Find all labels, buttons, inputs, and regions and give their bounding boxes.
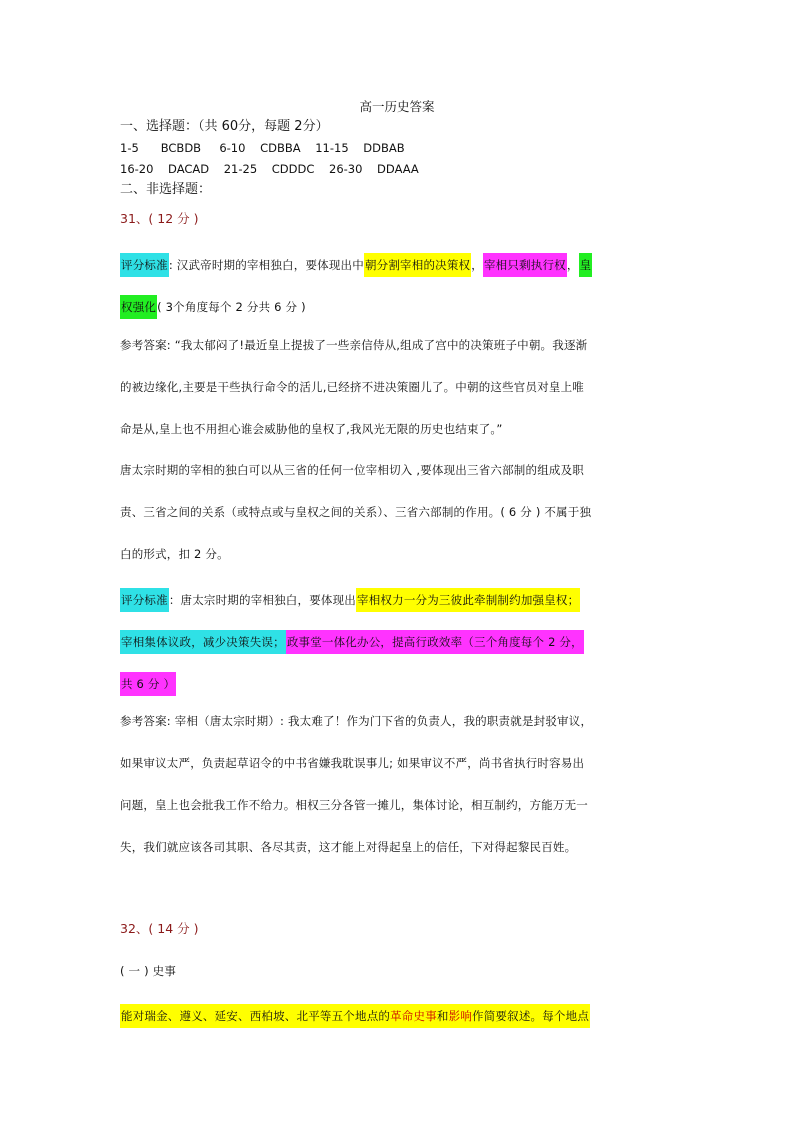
highlight-point-2: 宰相集体议政，减少决策失误； xyxy=(120,630,286,654)
page-title: 高一历史答案 xyxy=(359,99,435,114)
q32-criteria-line xyxy=(120,1004,590,1028)
q31-criteria2-line3 xyxy=(120,672,176,696)
q31-tang-line1: 唐太宗时期的宰相的独白可以从三省的任何一位宰相切入 ,要体现出三省六部制的组成及职 xyxy=(120,463,585,477)
highlight-keyword-events: 革命史事 xyxy=(390,1009,437,1023)
answer-row-1: 1-5 BCBDB 6-10 CDBBA 11-15 DDBAB xyxy=(120,141,405,155)
criteria-score: ( 3个角度每个 2 分共 6 分 ) xyxy=(157,300,306,314)
q32-subheading: ( 一 ) 史事 xyxy=(120,964,177,978)
criteria-label: 评分标准 xyxy=(120,588,169,612)
q32-heading: 32、( 14 分 ) xyxy=(120,921,199,936)
q31-ref2-line3: 问题，皇上也会批我工作不给力。相权三分各管一摊儿，集体讨论，相互制约，方能万无一 xyxy=(120,798,588,812)
answer-row-2: 16-20 DACAD 21-25 CDDDC 26-30 DDAAA xyxy=(120,162,419,176)
highlight-point-3a: 皇 xyxy=(579,253,593,277)
q31-heading: 31、( 12 分 ) xyxy=(120,211,199,226)
highlight-text-e: 作简要叙述。每个地点 xyxy=(472,1009,590,1023)
criteria-label: 评分标准 xyxy=(120,253,169,277)
criteria-text: ：唐太宗时期的宰相独白，要体现出 xyxy=(168,593,357,607)
highlight-point-2: 宰相只剩执行权 xyxy=(483,253,567,277)
q31-ref2-line4: 失，我们就应该各司其职、各尽其责，这才能上对得起皇上的信任，下对得起黎民百姓。 xyxy=(120,840,577,854)
highlight-text-a: 能对瑞金、遵义、延安、西柏坡、北平等五个地点的 xyxy=(121,1009,391,1023)
separator: ， xyxy=(566,258,579,272)
q31-criteria1-line1 xyxy=(120,253,592,277)
q31-tang-line2: 责、三省之间的关系（或特点或与皇权之间的关系）、三省六部制的作用。( 6 分 ) 不属于独 xyxy=(120,505,592,519)
highlight-point-3b: 权强化 xyxy=(120,295,157,319)
highlight-keyword-impact: 影响 xyxy=(448,1009,473,1023)
q31-ref2-line1: 参考答案: 宰相（唐太宗时期）: 我太难了！作为门下省的负责人，我的职责就是封驳审议， xyxy=(120,714,593,728)
q31-tang-line3: 白的形式，扣 2 分。 xyxy=(120,547,229,561)
q31-criteria1-line2 xyxy=(120,295,306,319)
section2-header: 二、非选择题： xyxy=(120,182,212,197)
q31-ref1-line3: 命是从,皇上也不用担心谁会威胁他的皇权了,我风光无限的历史也结束了。” xyxy=(120,422,503,436)
separator: ， xyxy=(471,258,483,272)
section1-header: 一、选择题：（共 60分，每题 2分） xyxy=(120,119,329,134)
highlight-point-3b: 共 6 分 ） xyxy=(120,672,176,696)
highlight-point-1: 朝分割宰相的决策权 xyxy=(364,253,471,277)
q31-ref1-line2: 的被边缘化,主要是干些执行命令的活儿,已经挤不进决策圈儿了。中朝的这些官员对皇上唯 xyxy=(120,380,585,394)
criteria-text: : 汉武帝时期的宰相独白，要体现出中 xyxy=(168,258,364,272)
highlight-point-1: 宰相权力一分为三彼此牵制制约加强皇权； xyxy=(356,588,580,612)
highlight-point-3: 政事堂一体化办公，提高行政效率（三个角度每个 2 分， xyxy=(286,630,584,654)
q31-ref1-line1: 参考答案: “我太郁闷了!最近皇上提拔了一些亲信侍从,组成了宫中的决策班子中朝。我逐渐 xyxy=(120,338,588,352)
q31-criteria2-line1 xyxy=(120,588,580,612)
highlight-text-c: 和 xyxy=(436,1009,449,1023)
q31-criteria2-line2 xyxy=(120,630,584,654)
q31-ref2-line2: 如果审议太严，负责起草诏令的中书省嫌我耽误事儿; 如果审议不严，尚书省执行时容易出 xyxy=(120,756,585,770)
highlight-text xyxy=(120,1004,590,1028)
